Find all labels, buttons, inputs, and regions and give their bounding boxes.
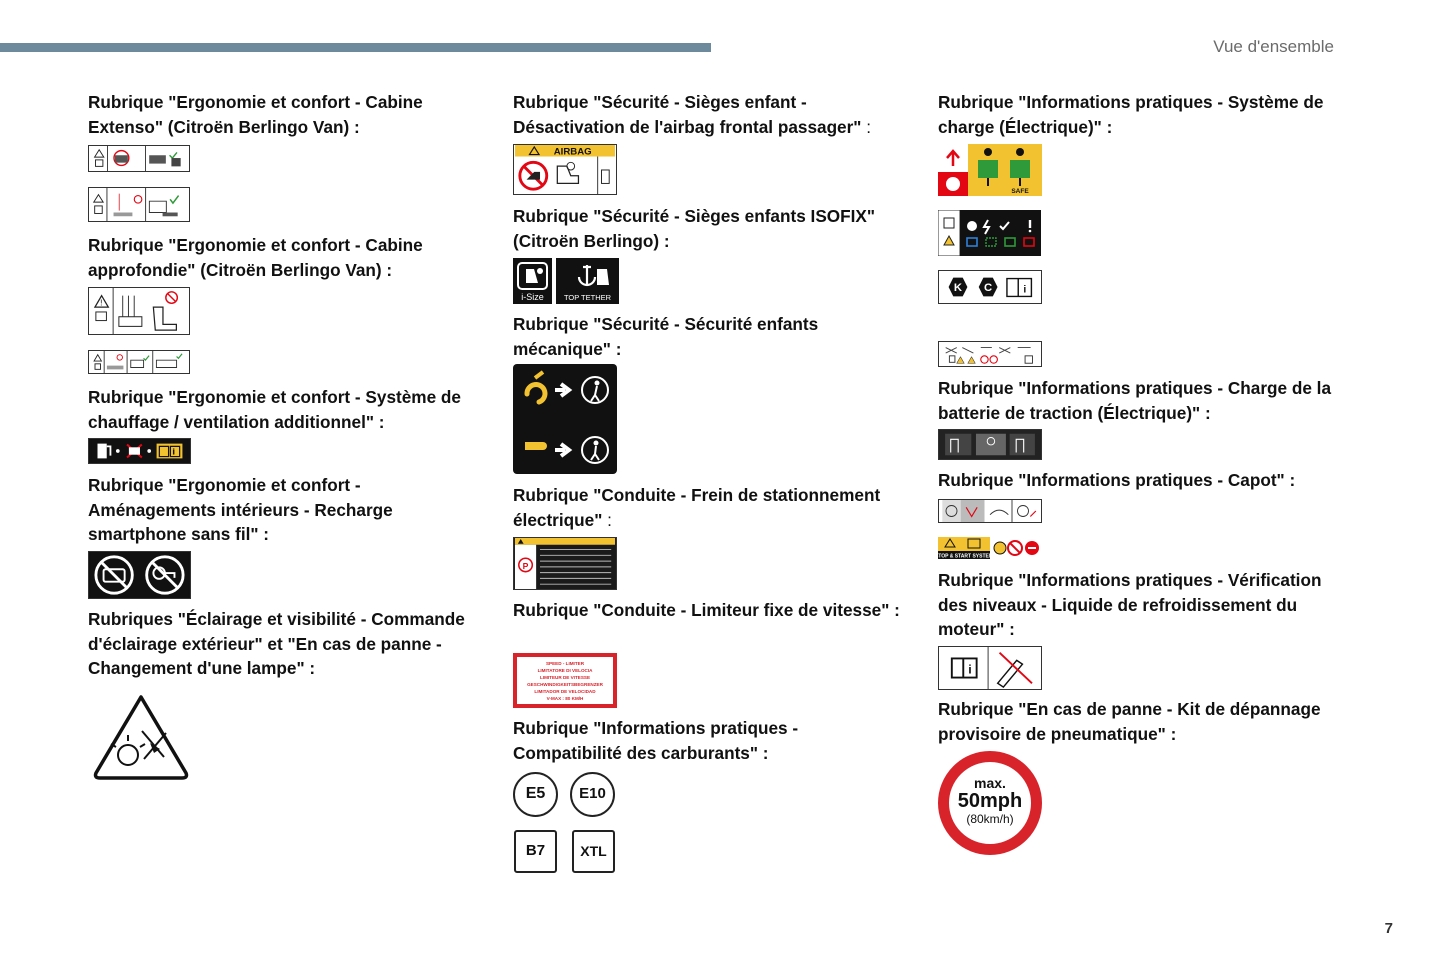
k-c-book-label-icon — [938, 270, 1042, 304]
svg-text:C: C — [984, 282, 993, 295]
tether-text: TOP TETHER — [563, 293, 612, 302]
speed-line-2: LIMITATORE DI VELOCIA — [537, 668, 593, 673]
charge-safe-label-icon — [938, 144, 1042, 196]
heading-cabine-approfondie: Rubrique "Ergonomie et confort - Cabine approfondie" (Citroën Berlingo Van) : — [88, 235, 423, 280]
heading-airbag-suffix: : — [861, 116, 872, 137]
coolant-label-icon — [938, 646, 1042, 690]
fuel-e5-icon: E5 — [513, 772, 558, 817]
top-tether-icon — [556, 258, 619, 304]
heading-liquide-refroidissement: Rubrique "Informations pratiques - Vérification des niveaux - Liquide de refroidissement du moteur" : — [938, 570, 1322, 639]
charge-status-label-icon — [938, 210, 1041, 256]
heading-frein-text: Rubrique "Conduite - Frein de stationnement électrique" — [513, 485, 881, 530]
heading-frein-suffix: : — [602, 509, 612, 530]
sign-kmh-text: (80km/h) — [966, 812, 1014, 826]
heading-airbag-text: Rubrique "Sécurité - Sièges enfant - Désactivation de l'airbag frontal passager" — [513, 92, 862, 137]
heading-carburants: Rubrique "Informations pratiques - Compatibilité des carburants" : — [513, 718, 799, 763]
svg-text:i: i — [1023, 284, 1027, 296]
svg-text:i: i — [968, 662, 972, 677]
airbag-label-text: AIRBAG — [553, 146, 592, 158]
svg-text:!: ! — [99, 298, 103, 308]
heading-chauffage-ventilation: Rubrique "Ergonomie et confort - Système de chauffage / ventilation additionnel" : — [88, 387, 461, 432]
speed-line-4: GESCHWINDIGKEITSBEGRENZER — [527, 682, 603, 687]
heading-frein-stationnement — [513, 483, 908, 532]
heading-systeme-charge: Rubrique "Informations pratiques - Système de charge (Électrique)" : — [938, 92, 1324, 137]
heading-airbag — [513, 90, 908, 139]
cabin-deep-seat-strip-icon — [88, 350, 190, 374]
stop-start-text: STOP & START SYSTEM — [938, 553, 994, 559]
heading-securite-enfants: Rubrique "Sécurité - Sécurité enfants mécanique" : — [513, 314, 819, 359]
bonnet-label-icon — [938, 499, 1042, 523]
heading-cabine-extenso: Rubrique "Ergonomie et confort - Cabine Extenso" (Citroën Berlingo Van) : — [88, 92, 423, 137]
heading-eclairage: Rubriques "Éclairage et visibilité - Commande d'éclairage extérieur" et "En cas de panne - Changement d'une lampe" : — [88, 609, 465, 678]
smartphone-label — [88, 551, 191, 599]
lamp-warning-triangle-icon — [92, 693, 190, 781]
cabin-warning-label-icon — [88, 145, 190, 172]
isize-text: i-Size — [521, 292, 544, 302]
cabin-deep-warning-label-icon — [88, 287, 190, 335]
sign-max-text: max. — [974, 775, 1006, 791]
sign-speed-text: 50mph — [957, 790, 1023, 812]
max-speed-sign-icon — [938, 751, 1042, 855]
speed-line-5: LIMITADOR DE VELOCIDAD — [534, 689, 596, 694]
speed-line-1: SPEED - LIMITER — [545, 661, 585, 666]
heading-kit-depannage: Rubrique "En cas de panne - Kit de dépannage provisoire de pneumatique" : — [938, 699, 1321, 744]
fuel-e10-icon: E10 — [570, 772, 615, 817]
cabin-seat-label-icon — [88, 187, 190, 222]
accent-bar — [0, 43, 711, 52]
svg-text:K: K — [953, 282, 963, 295]
airbag-label-icon — [513, 144, 617, 195]
speed-line-6: V-MAX : 80 KM/H — [546, 696, 584, 701]
svg-text:P: P — [522, 560, 529, 571]
stop-start-label-icon — [938, 537, 1041, 559]
fuel-xtl-icon: XTL — [572, 830, 615, 873]
heading-limiteur-vitesse: Rubrique "Conduite - Limiteur fixe de vitesse" : — [513, 600, 900, 620]
safe-text: SAFE — [1011, 188, 1029, 195]
heading-capot: Rubrique "Informations pratiques - Capot" : — [938, 470, 1296, 490]
heading-charge-batterie: Rubrique "Informations pratiques - Charge de la batterie de traction (Électrique)" : — [938, 378, 1332, 423]
page-number: 7 — [1384, 920, 1393, 937]
isize-icon — [513, 258, 552, 304]
child-lock-icon — [513, 364, 617, 474]
traction-battery-label-icon — [938, 429, 1042, 460]
multi-warning-strip-icon — [938, 341, 1042, 367]
heater-fuel-label-icon — [88, 438, 191, 464]
heading-isofix: Rubrique "Sécurité - Sièges enfants ISOFIX" (Citroën Berlingo) : — [513, 206, 876, 251]
svg-text:i: i — [172, 446, 176, 457]
fuel-b7-icon: B7 — [514, 830, 557, 873]
heading-recharge-smartphone: Rubrique "Ergonomie et confort - Aménagements intérieurs - Recharge smartphone sans fil" : — [88, 475, 393, 544]
parking-brake-label-icon — [513, 537, 617, 590]
section-title: Vue d'ensemble — [1213, 37, 1334, 56]
speed-limiter-label-icon — [513, 653, 617, 708]
speed-line-3: LIMITEUR DE VITESSE — [539, 675, 591, 680]
